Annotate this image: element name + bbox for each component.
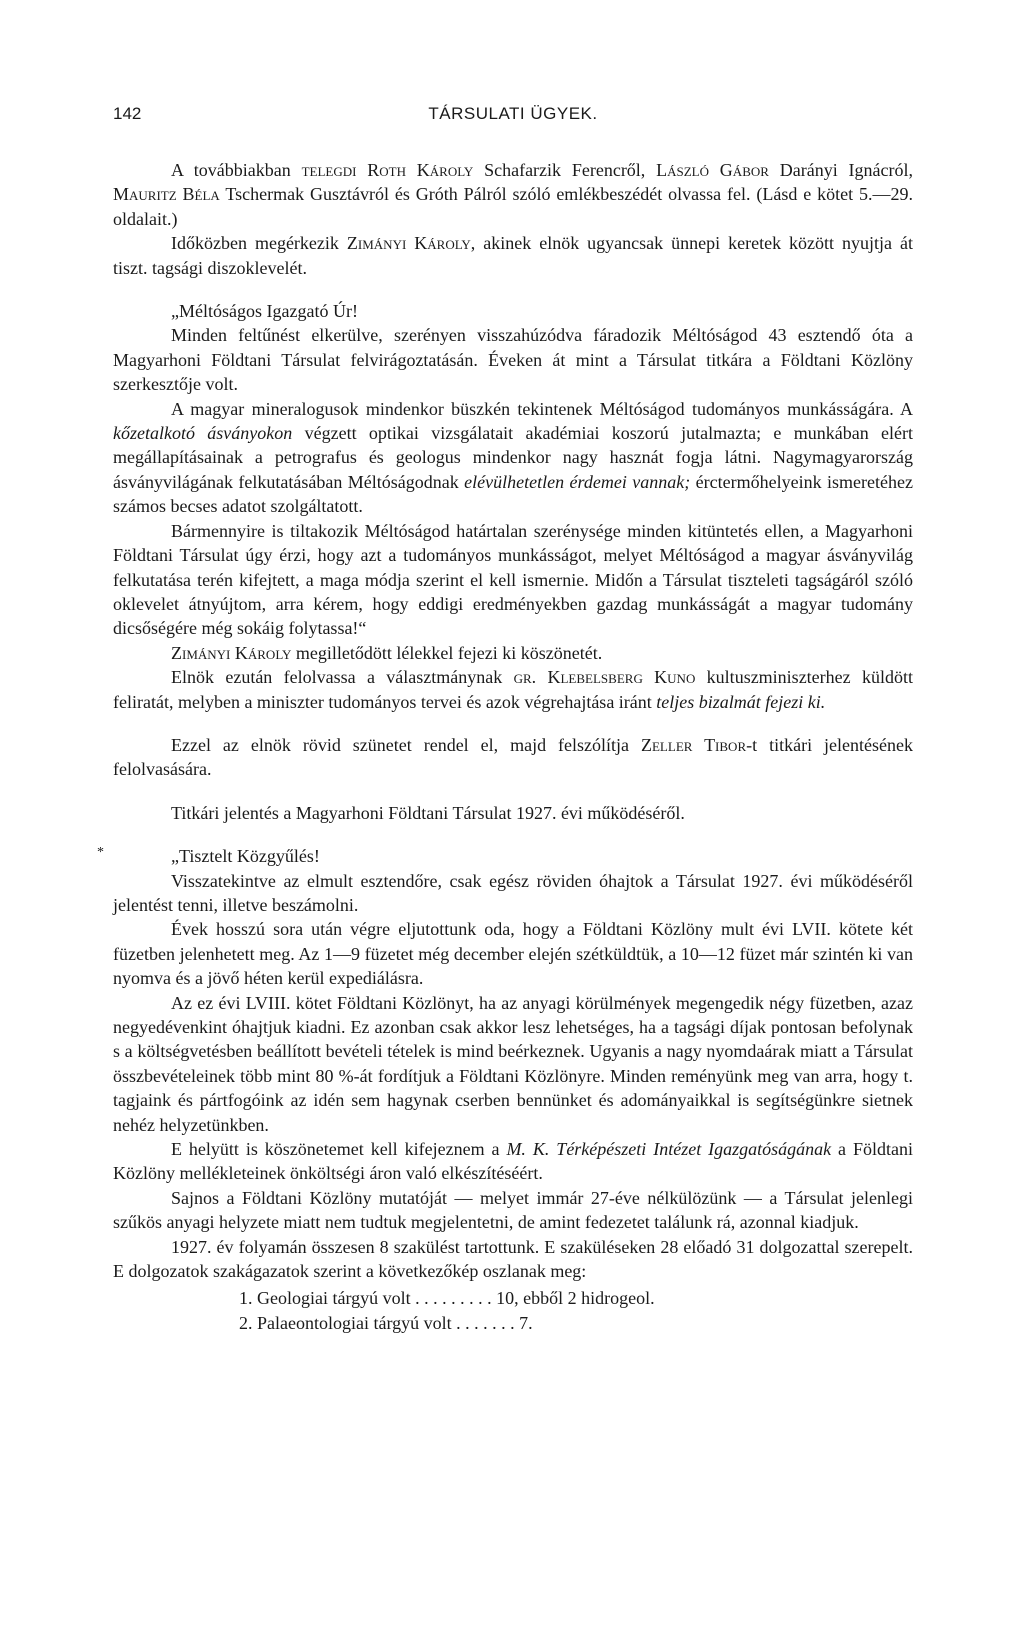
asterisk-mark: * bbox=[97, 845, 104, 860]
list-item: 2. Palaeontologiai tárgyú volt . . . . . . . 7. bbox=[239, 1312, 533, 1333]
page-header bbox=[113, 104, 913, 128]
lecture-topic-list bbox=[113, 1286, 913, 1335]
paragraph-thanks: Zimányi Károly megilletődött lélekkel fejezi ki köszönetét. bbox=[171, 642, 603, 663]
paragraph-klebelsberg: Elnök ezután felolvassa a választmánynak gr. Klebelsberg Kuno kultuszminiszterhez küldött feliratát, melyben a miniszter tudományos tervei és azok végrehajtása iránt teljes bizalmát fejezi ki. bbox=[113, 667, 913, 712]
salutation-assembly: „Tisztelt Közgyűlés! bbox=[171, 846, 320, 867]
paragraph-address-2: A magyar mineralogusok mindenkor büszkén tekintenek Méltóságod tudományos munkásságára. A kőzetalkotó ásványokon végzett optikai vizsgálatait akadémiai koszorú jutalmazta; e munkában elért megállapításainak a petrografus és geologus mindenkor nagy hasznát fogja látni. Nagymagyarország ásványvilágának felkutatásában Méltóságodnak elévülhetetlen érdemei vannak; érctermőhelyeink ismeretéhez számos becses adatot szolgáltatott. bbox=[113, 398, 913, 517]
paragraph-address-1: Minden feltűnést elkerülve, szerényen visszahúzódva fáradozik Méltóságod 43 esztendő óta a Magyarhoni Földtani Társulat felvirágoztatásán. Éveken át mint a Társulat titkára a Földtani Közlöny szerkesztője volt. bbox=[113, 325, 913, 395]
list-item: 1. Geologiai tárgyú volt . . . . . . . . . 10, ebből 2 hidrogeol. bbox=[239, 1288, 655, 1309]
paragraph-break-recess: Ezzel az elnök rövid szünetet rendel el, majd felszólítja Zeller Tibor-t titkári jelentésének felolvasására. bbox=[113, 734, 913, 780]
paragraph-volume-lviii: Az ez évi LVIII. kötet Földtani Közlönyt, ha az anyagi körülmények megengedik négy füzetben, azaz negyedévenkint óhajtjuk kiadni. Ez azonban csak akkor lesz lehetséges, ha a tagsági díjak pontosan befolynak s a költségvetésben beállított bevételi tételek is mind beérkeznek. Ugyanis a nagy nyomdaárak miatt a Társulat összbevételeinek több mint 80 %-át fordítjuk a Földtani Közlönyre. Minden reményünk meg van arra, hogy t. tagjaink és pártfogóink az idén sem hagynak cserben bennünket és adományaikkal is segítségünkre sietnek nehéz helyzetünkben. bbox=[113, 992, 913, 1135]
report-title: Titkári jelentés a Magyarhoni Földtani Társulat 1927. évi működéséről. bbox=[171, 802, 685, 823]
paragraph-report-intro: Visszatekintve az elmult esztendőre, csak egész röviden óhajtok a Társulat 1927. évi működéséről jelentést tenni, illetve beszámolni. bbox=[113, 870, 913, 915]
page-number: 142 bbox=[113, 104, 142, 123]
paragraph-zimanyi-arrival: Időközben megérkezik Zimányi Károly, akinek elnök ugyancsak ünnepi keretek között nyujtja át tiszt. tagsági diszoklevelét. bbox=[113, 233, 913, 278]
salutation-director: „Méltóságos Igazgató Úr! bbox=[171, 301, 358, 322]
paragraph-sessions: 1927. év folyamán összesen 8 szakülést tartottunk. E szaküléseken 28 előadó 31 dolgozattal szerepelt. E dolgozatok szakágazatok szerint a következőkép oszlanak meg: bbox=[113, 1236, 913, 1282]
body-text bbox=[113, 158, 913, 1335]
paragraph-cartographic-thanks: E helyütt is köszönetemet kell kifejeznem a M. K. Térképészeti Intézet Igazgatóságának a Földtani Közlöny mellékleteinek önköltségi áron való elkészítéséért. bbox=[113, 1139, 913, 1184]
paragraph-address-3: Bármennyire is tiltakozik Méltóságod határtalan szerénysége minden kitüntetés ellen, a Magyarhoni Földtani Társulat úgy érzi, hogy azt a tudományos munkásságot, melyet Méltóságod a magyar ásványvilág felkutatása terén kifejtett, a maga módja szerint el kell ismernie. Midőn a Társulat tiszteleti tagságáról szóló oklevelet átnyújtom, arra kérem, hogy eddigi eredményekben gazdag munkásságát a magyar tudomány dicsőségére még sokáig folytassa!“ bbox=[113, 520, 913, 639]
paragraph-volume-lvii: Évek hosszú sora után végre eljutottunk oda, hogy a Földtani Közlöny mult évi LVII. kötete két füzetben jelenhetett meg. Az 1—9 füzetet még december elején szétküldtük, a 10—12 füzet már szintén ki van nyomva és a jövő héten kerül expediálásra. bbox=[113, 919, 913, 989]
running-title: TÁRSULATI ÜGYEK. bbox=[428, 104, 598, 123]
paragraph-memorial-speeches: A továbbiakban telegdi Roth Károly Schafarzik Ferencről, László Gábor Darányi Ignácról, Mauritz Béla Tschermak Gusztávról és Gróth Pálról szóló emlékbeszédét olvassa fel. (Lásd e kötet 5.—29. oldalait.) bbox=[113, 160, 913, 229]
paragraph-index: Sajnos a Földtani Közlöny mutatóját — melyet immár 27-éve nélkülözünk — a Társulat jelenlegi szűkös anyagi helyzete miatt nem tudtuk megjelentetni, de amint fedezetet találunk rá, azonnal kiadjuk. bbox=[113, 1187, 913, 1233]
